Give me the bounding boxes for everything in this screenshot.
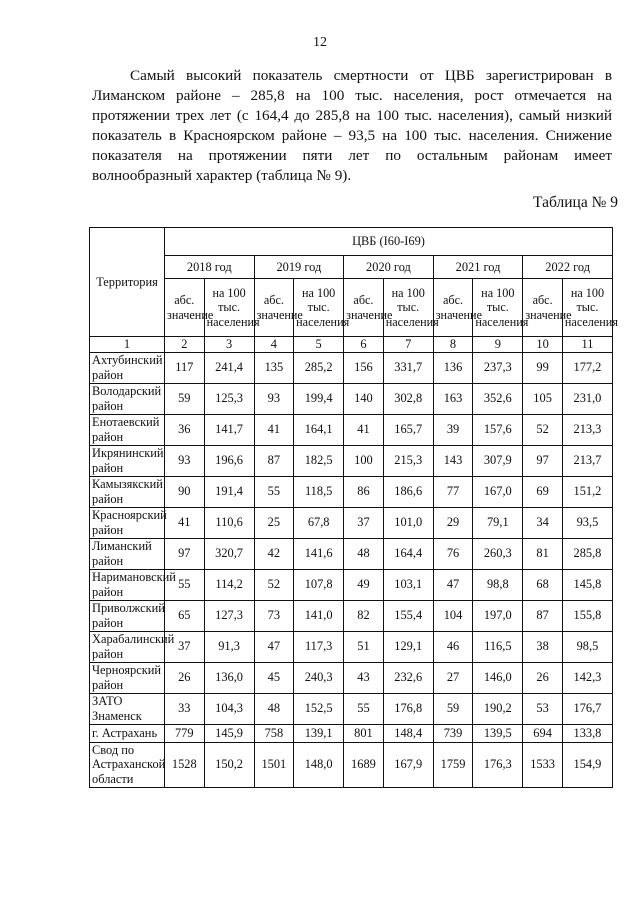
abs-value-cell: 87: [523, 600, 563, 631]
territory-cell: Свод по Астраханской области: [90, 742, 165, 787]
year-header: 2022 год: [523, 256, 613, 279]
abs-value-cell: 1533: [523, 742, 563, 787]
abs-value-cell: 59: [165, 383, 205, 414]
abs-value-cell: 779: [165, 724, 205, 742]
abs-value-cell: 47: [433, 569, 473, 600]
table-row: [90, 742, 613, 787]
rate-value-cell: 152,5: [294, 693, 344, 724]
year-header: 2018 год: [165, 256, 255, 279]
column-number: 6: [344, 337, 384, 353]
table-row: [90, 538, 613, 569]
rate-value-cell: 177,2: [562, 352, 612, 383]
abs-value-cell: 97: [165, 538, 205, 569]
rate-value-cell: 176,3: [473, 742, 523, 787]
abs-value-cell: 55: [344, 693, 384, 724]
rate-value-cell: 91,3: [204, 631, 254, 662]
abs-value-cell: 48: [344, 538, 384, 569]
abs-value-cell: 41: [254, 414, 294, 445]
column-number: 2: [165, 337, 205, 353]
rate-value-cell: 98,5: [562, 631, 612, 662]
rate-value-cell: 240,3: [294, 662, 344, 693]
abs-value-cell: 82: [344, 600, 384, 631]
rate-value-cell: 142,3: [562, 662, 612, 693]
column-number: 3: [204, 337, 254, 353]
paragraph-text: Самый высокий показатель смертности от ЦВБ зарегистрирован в Лиманском районе – 285,8 на 100 тыс. населения, рост отмечается на протяжении трех лет (с 164,4 до 285,8 на 100 тыс. населения), самый низкий показатель в Красноярском районе – 93,5 на 100 тыс. населения. Снижение показателя на протяжении пяти лет по остальным районам имеет волнообразный характер (таблица № 9).: [92, 67, 612, 184]
abs-value-cell: 93: [254, 383, 294, 414]
rate-value-cell: 110,6: [204, 507, 254, 538]
rate-value-cell: 237,3: [473, 352, 523, 383]
rate-value-cell: 104,3: [204, 693, 254, 724]
table-row: [90, 724, 613, 742]
year-header: 2021 год: [433, 256, 523, 279]
abs-value-cell: 27: [433, 662, 473, 693]
abs-value-cell: 81: [523, 538, 563, 569]
abs-value-cell: 53: [523, 693, 563, 724]
rate-value-cell: 146,0: [473, 662, 523, 693]
abs-value-cell: 37: [344, 507, 384, 538]
year-header: 2019 год: [254, 256, 344, 279]
rate-value-cell: 98,8: [473, 569, 523, 600]
abs-value-cell: 694: [523, 724, 563, 742]
rate-value-cell: 67,8: [294, 507, 344, 538]
rate-value-cell: 139,5: [473, 724, 523, 742]
rate-value-cell: 331,7: [383, 352, 433, 383]
rate-value-cell: 164,1: [294, 414, 344, 445]
abs-value-cell: 77: [433, 476, 473, 507]
rate-value-cell: 190,2: [473, 693, 523, 724]
rate-value-cell: 145,8: [562, 569, 612, 600]
rate-value-cell: 157,6: [473, 414, 523, 445]
rate-value-cell: 129,1: [383, 631, 433, 662]
rate-value-cell: 136,0: [204, 662, 254, 693]
abs-value-cell: 41: [344, 414, 384, 445]
territory-cell: Красноярский район: [90, 507, 165, 538]
abs-value-cell: 52: [523, 414, 563, 445]
table-row: [90, 352, 613, 383]
abs-value-cell: 104: [433, 600, 473, 631]
rate-value-cell: 155,8: [562, 600, 612, 631]
per-100k-header: на 100 тыс. населения: [383, 279, 433, 337]
rate-value-cell: 101,0: [383, 507, 433, 538]
rate-value-cell: 141,0: [294, 600, 344, 631]
abs-value-cell: 758: [254, 724, 294, 742]
abs-value-cell: 65: [165, 600, 205, 631]
abs-value-cell: 99: [523, 352, 563, 383]
column-number: 10: [523, 337, 563, 353]
territory-cell: Приволжский район: [90, 600, 165, 631]
column-number: 8: [433, 337, 473, 353]
abs-value-cell: 37: [165, 631, 205, 662]
abs-value-cell: 76: [433, 538, 473, 569]
table-row: [90, 693, 613, 724]
rate-value-cell: 320,7: [204, 538, 254, 569]
rate-value-cell: 167,9: [383, 742, 433, 787]
abs-value-cell: 1501: [254, 742, 294, 787]
table-row: [90, 445, 613, 476]
column-number: 1: [90, 337, 165, 353]
territory-cell: Лиманский район: [90, 538, 165, 569]
rate-value-cell: 285,8: [562, 538, 612, 569]
abs-value-cell: 105: [523, 383, 563, 414]
abs-value-cell: 46: [433, 631, 473, 662]
abs-value-cell: 156: [344, 352, 384, 383]
table-row: [90, 631, 613, 662]
rate-value-cell: 241,4: [204, 352, 254, 383]
territory-cell: Наримановский район: [90, 569, 165, 600]
rate-value-cell: 191,4: [204, 476, 254, 507]
column-number: 7: [383, 337, 433, 353]
table-row: [90, 569, 613, 600]
abs-value-cell: 87: [254, 445, 294, 476]
rate-value-cell: 127,3: [204, 600, 254, 631]
rate-value-cell: 167,0: [473, 476, 523, 507]
table-row: [90, 383, 613, 414]
rate-value-cell: 213,3: [562, 414, 612, 445]
abs-value-cell: 73: [254, 600, 294, 631]
territory-header: Территория: [90, 228, 165, 337]
abs-value-cell: 135: [254, 352, 294, 383]
rate-value-cell: 186,6: [383, 476, 433, 507]
abs-value-header: абс. значение: [433, 279, 473, 337]
territory-cell: Ахтубинский район: [90, 352, 165, 383]
rate-value-cell: 165,7: [383, 414, 433, 445]
rate-value-cell: 125,3: [204, 383, 254, 414]
abs-value-cell: 51: [344, 631, 384, 662]
column-number: 11: [562, 337, 612, 353]
rate-value-cell: 155,4: [383, 600, 433, 631]
abs-value-header: абс. значение: [523, 279, 563, 337]
table-body: [90, 337, 613, 788]
abs-value-cell: 90: [165, 476, 205, 507]
abs-value-cell: 33: [165, 693, 205, 724]
rate-value-cell: 141,7: [204, 414, 254, 445]
mortality-table: [89, 227, 618, 788]
rate-value-cell: 148,4: [383, 724, 433, 742]
abs-value-cell: 68: [523, 569, 563, 600]
abs-value-cell: 1689: [344, 742, 384, 787]
territory-cell: Черноярский район: [90, 662, 165, 693]
rate-value-cell: 307,9: [473, 445, 523, 476]
subheader-row: [90, 279, 613, 337]
rate-value-cell: 139,1: [294, 724, 344, 742]
rate-value-cell: 285,2: [294, 352, 344, 383]
territory-cell: Икрянинский район: [90, 445, 165, 476]
territory-cell: Камызякский район: [90, 476, 165, 507]
abs-value-header: абс. значение: [254, 279, 294, 337]
rate-value-cell: 154,9: [562, 742, 612, 787]
per-100k-header: на 100 тыс. населения: [204, 279, 254, 337]
abs-value-cell: 140: [344, 383, 384, 414]
abs-value-cell: 100: [344, 445, 384, 476]
rate-value-cell: 107,8: [294, 569, 344, 600]
rate-value-cell: 352,6: [473, 383, 523, 414]
territory-cell: Володарский район: [90, 383, 165, 414]
rate-value-cell: 114,2: [204, 569, 254, 600]
year-header: 2020 год: [344, 256, 434, 279]
rate-value-cell: 148,0: [294, 742, 344, 787]
rate-value-cell: 145,9: [204, 724, 254, 742]
rate-value-cell: 176,7: [562, 693, 612, 724]
rate-value-cell: 117,3: [294, 631, 344, 662]
rate-value-cell: 164,4: [383, 538, 433, 569]
table-row: [90, 507, 613, 538]
rate-value-cell: 79,1: [473, 507, 523, 538]
rate-value-cell: 116,5: [473, 631, 523, 662]
abs-value-cell: 25: [254, 507, 294, 538]
rate-value-cell: 196,6: [204, 445, 254, 476]
abs-value-header: абс. значение: [165, 279, 205, 337]
abs-value-cell: 1759: [433, 742, 473, 787]
column-number: 4: [254, 337, 294, 353]
per-100k-header: на 100 тыс. населения: [562, 279, 612, 337]
abs-value-cell: 43: [344, 662, 384, 693]
table-row: [90, 600, 613, 631]
abs-value-cell: 55: [165, 569, 205, 600]
rate-value-cell: 141,6: [294, 538, 344, 569]
abs-value-cell: 136: [433, 352, 473, 383]
rate-value-cell: 150,2: [204, 742, 254, 787]
abs-value-cell: 41: [165, 507, 205, 538]
rate-value-cell: 103,1: [383, 569, 433, 600]
table-row: [90, 476, 613, 507]
rate-value-cell: 133,8: [562, 724, 612, 742]
abs-value-cell: 49: [344, 569, 384, 600]
page-number: 12: [313, 35, 327, 50]
rate-value-cell: 231,0: [562, 383, 612, 414]
abs-value-cell: 38: [523, 631, 563, 662]
abs-value-cell: 69: [523, 476, 563, 507]
abs-value-cell: 42: [254, 538, 294, 569]
abs-value-cell: 739: [433, 724, 473, 742]
per-100k-header: на 100 тыс. населения: [294, 279, 344, 337]
abs-value-cell: 59: [433, 693, 473, 724]
rate-value-cell: 151,2: [562, 476, 612, 507]
rate-value-cell: 215,3: [383, 445, 433, 476]
territory-cell: Енотаевский район: [90, 414, 165, 445]
territory-cell: ЗАТО Знаменск: [90, 693, 165, 724]
abs-value-cell: 47: [254, 631, 294, 662]
rate-value-cell: 232,6: [383, 662, 433, 693]
rate-value-cell: 199,4: [294, 383, 344, 414]
column-number: 9: [473, 337, 523, 353]
territory-cell: г. Астрахань: [90, 724, 165, 742]
table-row: [90, 414, 613, 445]
abs-value-header: абс. значение: [344, 279, 384, 337]
abs-value-cell: 86: [344, 476, 384, 507]
abs-value-cell: 163: [433, 383, 473, 414]
group-header: ЦВБ (I60-I69): [165, 228, 613, 256]
abs-value-cell: 26: [523, 662, 563, 693]
territory-cell: Харабалинский район: [90, 631, 165, 662]
table-row: [90, 662, 613, 693]
rate-value-cell: 302,8: [383, 383, 433, 414]
abs-value-cell: 39: [433, 414, 473, 445]
abs-value-cell: 117: [165, 352, 205, 383]
abs-value-cell: 97: [523, 445, 563, 476]
abs-value-cell: 29: [433, 507, 473, 538]
table-caption: Таблица № 9: [533, 194, 618, 211]
rate-value-cell: 176,8: [383, 693, 433, 724]
abs-value-cell: 26: [165, 662, 205, 693]
rate-value-cell: 182,5: [294, 445, 344, 476]
year-header-row: [90, 256, 613, 279]
abs-value-cell: 143: [433, 445, 473, 476]
column-number-row: [90, 337, 613, 353]
abs-value-cell: 34: [523, 507, 563, 538]
rate-value-cell: 213,7: [562, 445, 612, 476]
abs-value-cell: 801: [344, 724, 384, 742]
column-number: 5: [294, 337, 344, 353]
rate-value-cell: 197,0: [473, 600, 523, 631]
abs-value-cell: 1528: [165, 742, 205, 787]
per-100k-header: на 100 тыс. населения: [473, 279, 523, 337]
abs-value-cell: 52: [254, 569, 294, 600]
abs-value-cell: 45: [254, 662, 294, 693]
abs-value-cell: 48: [254, 693, 294, 724]
rate-value-cell: 118,5: [294, 476, 344, 507]
body-paragraph: [92, 66, 612, 186]
rate-value-cell: 260,3: [473, 538, 523, 569]
abs-value-cell: 36: [165, 414, 205, 445]
abs-value-cell: 55: [254, 476, 294, 507]
rate-value-cell: 93,5: [562, 507, 612, 538]
abs-value-cell: 93: [165, 445, 205, 476]
